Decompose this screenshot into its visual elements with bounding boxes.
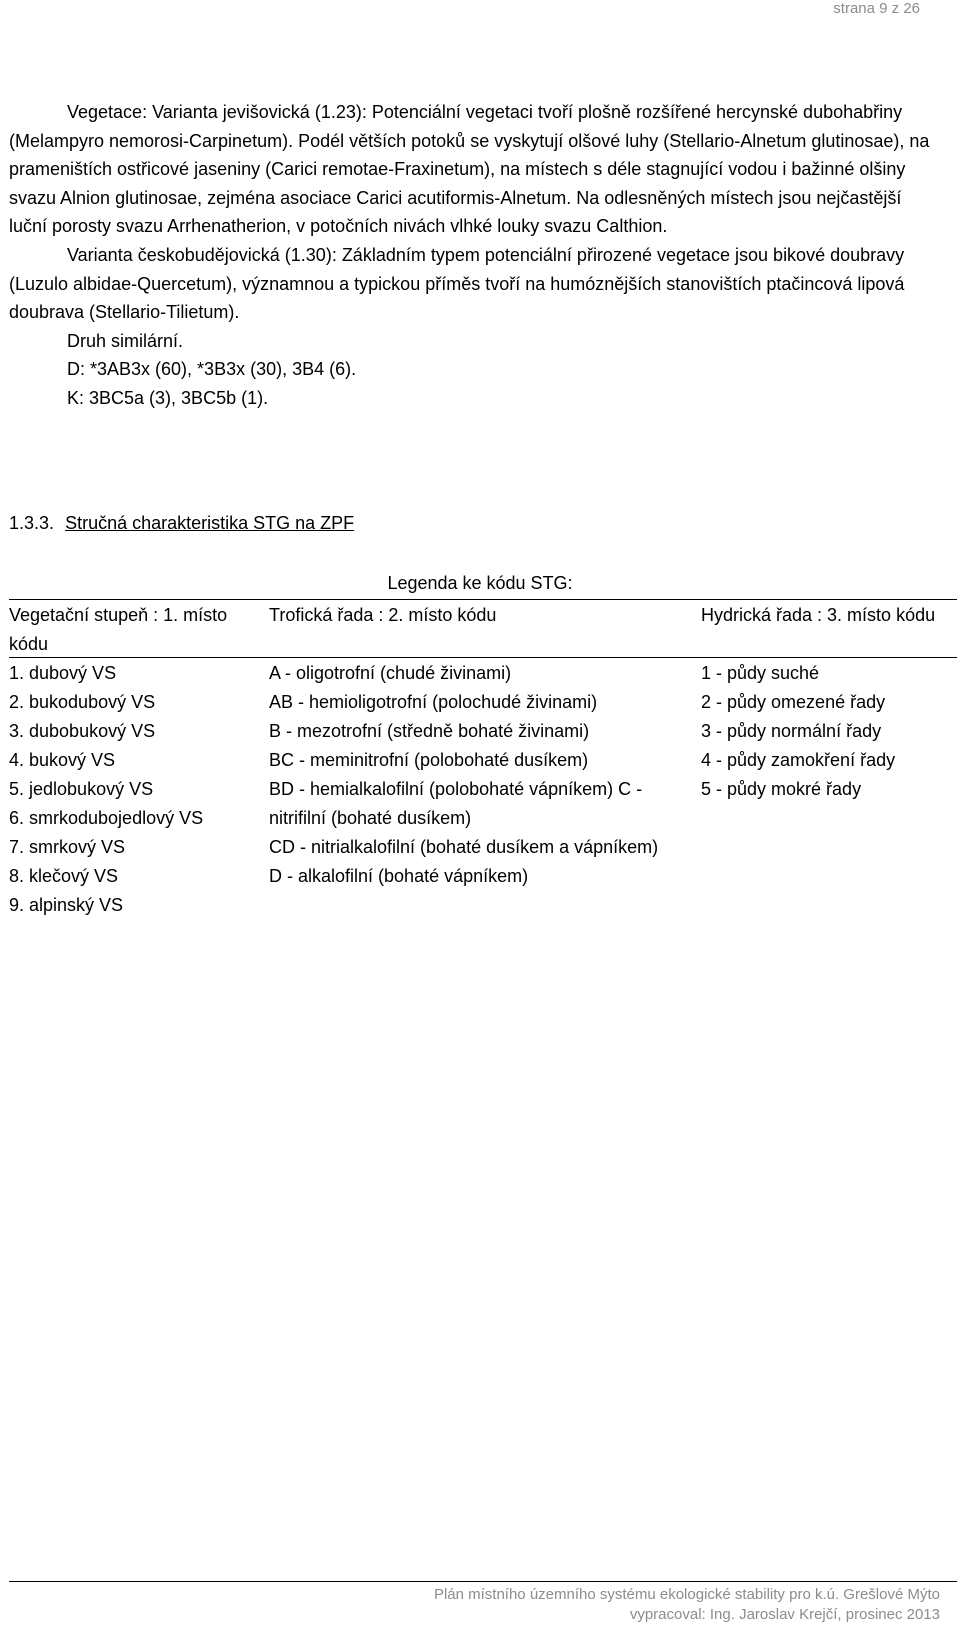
legend-header-rule [9,657,957,658]
column-header-hydric: Hydrická řada : 3. místo kódu [701,605,936,625]
list-item: BC - meminitrofní (polobohaté dusíkem) [269,750,589,770]
list-item: 4 - půdy zamokření řady [701,750,896,770]
list-item: B - mezotrofní (středně bohaté živinami) [269,721,590,741]
list-item: 6. smrkodubojedlový VS [9,808,204,828]
trophic-list [269,659,689,891]
list-item: CD - nitrialkalofilní (bohaté dusíkem a vápníkem) [269,837,659,857]
paragraph-ceskobudejovicka: Varianta českobudějovická (1.30): Základním typem potenciální přirozené vegetace jsou bikové doubravy (Luzulo albidae-Quercetum), významnou a typickou příměs tvoří na humóznějších stanovištích ptačincová lipová doubrava (Stellario-Tilietum). [9,244,905,323]
footer-rule [9,1581,957,1582]
list-item: 1. dubový VS [9,663,117,683]
list-item: 1 - půdy suché [701,663,820,683]
list-item: 5 - půdy mokré řady [701,779,862,799]
column-header-trophic: Trofická řada : 2. místo kódu [269,605,497,625]
list-item: 3. dubobukový VS [9,721,156,741]
legend-top-rule [9,599,957,600]
list-item: BD - hemialkalofilní (polobohaté vápníkem) C - nitrifilní (bohaté dusíkem) [269,779,643,828]
paragraph-d-codes: D: *3AB3x (60), *3B3x (30), 3B4 (6). [67,359,357,380]
list-item: 7. smrkový VS [9,837,126,857]
list-item: AB - hemioligotrofní (polochudé živinami) [269,692,598,712]
list-item: 3 - půdy normální řady [701,721,882,741]
list-item: 5. jedlobukový VS [9,779,154,799]
paragraph-druh: Druh similární. [67,330,184,351]
list-item: 2 - půdy omezené řady [701,692,886,712]
list-item: 4. bukový VS [9,750,116,770]
vegetation-list [9,659,249,920]
list-item: 2. bukodubový VS [9,692,156,712]
list-item: 8. klečový VS [9,866,119,886]
section-number: 1.3.3. [9,513,55,533]
list-item: A - oligotrofní (chudé živinami) [269,663,512,683]
paragraph-k-codes: K: 3BC5a (3), 3BC5b (1). [67,387,269,408]
list-item: D - alkalofilní (bohaté vápníkem) [269,866,529,886]
footer [434,1585,940,1625]
legend-title: Legenda ke kódu STG: [387,573,573,593]
vegetation-text [9,98,934,413]
page-number: strana 9 z 26 [833,0,920,17]
footer-project: Plán místního územního systému ekologické stability pro k.ú. Grešlové Mýto [433,1586,940,1603]
column-header-vegetation: Vegetační stupeň : 1. místo kódu [9,605,228,654]
list-item: 9. alpinský VS [9,895,124,915]
section-heading [9,509,354,537]
hydric-list [701,659,957,804]
footer-author: vypracoval: Ing. Jaroslav Krejčí, prosinec 2013 [629,1606,940,1623]
paragraph-jevisovicka: Vegetace: Varianta jevišovická (1.23): Potenciální vegetaci tvoří plošně rozšířené hercynské dubohabřiny (Melampyro nemorosi-Carpinetum). Podél větších potoků se vyskytují olšové luhy (Stellario-Alnetum glutinosae), na prameništích ostřicové jaseniny (Carici remotae-Fraxinetum), na místech s déle stagnující vodou i bažinné olšiny svazu Alnion glutinosae, zejména asociace Carici acutiformis-Alnetum. Na odlesněných místech jsou nejčastější luční porosty svazu Arrhenatherion, v potočních nivách vlhké louky svazu Calthion. [9,102,930,237]
section-title: Stručná charakteristika STG na ZPF [65,513,355,533]
